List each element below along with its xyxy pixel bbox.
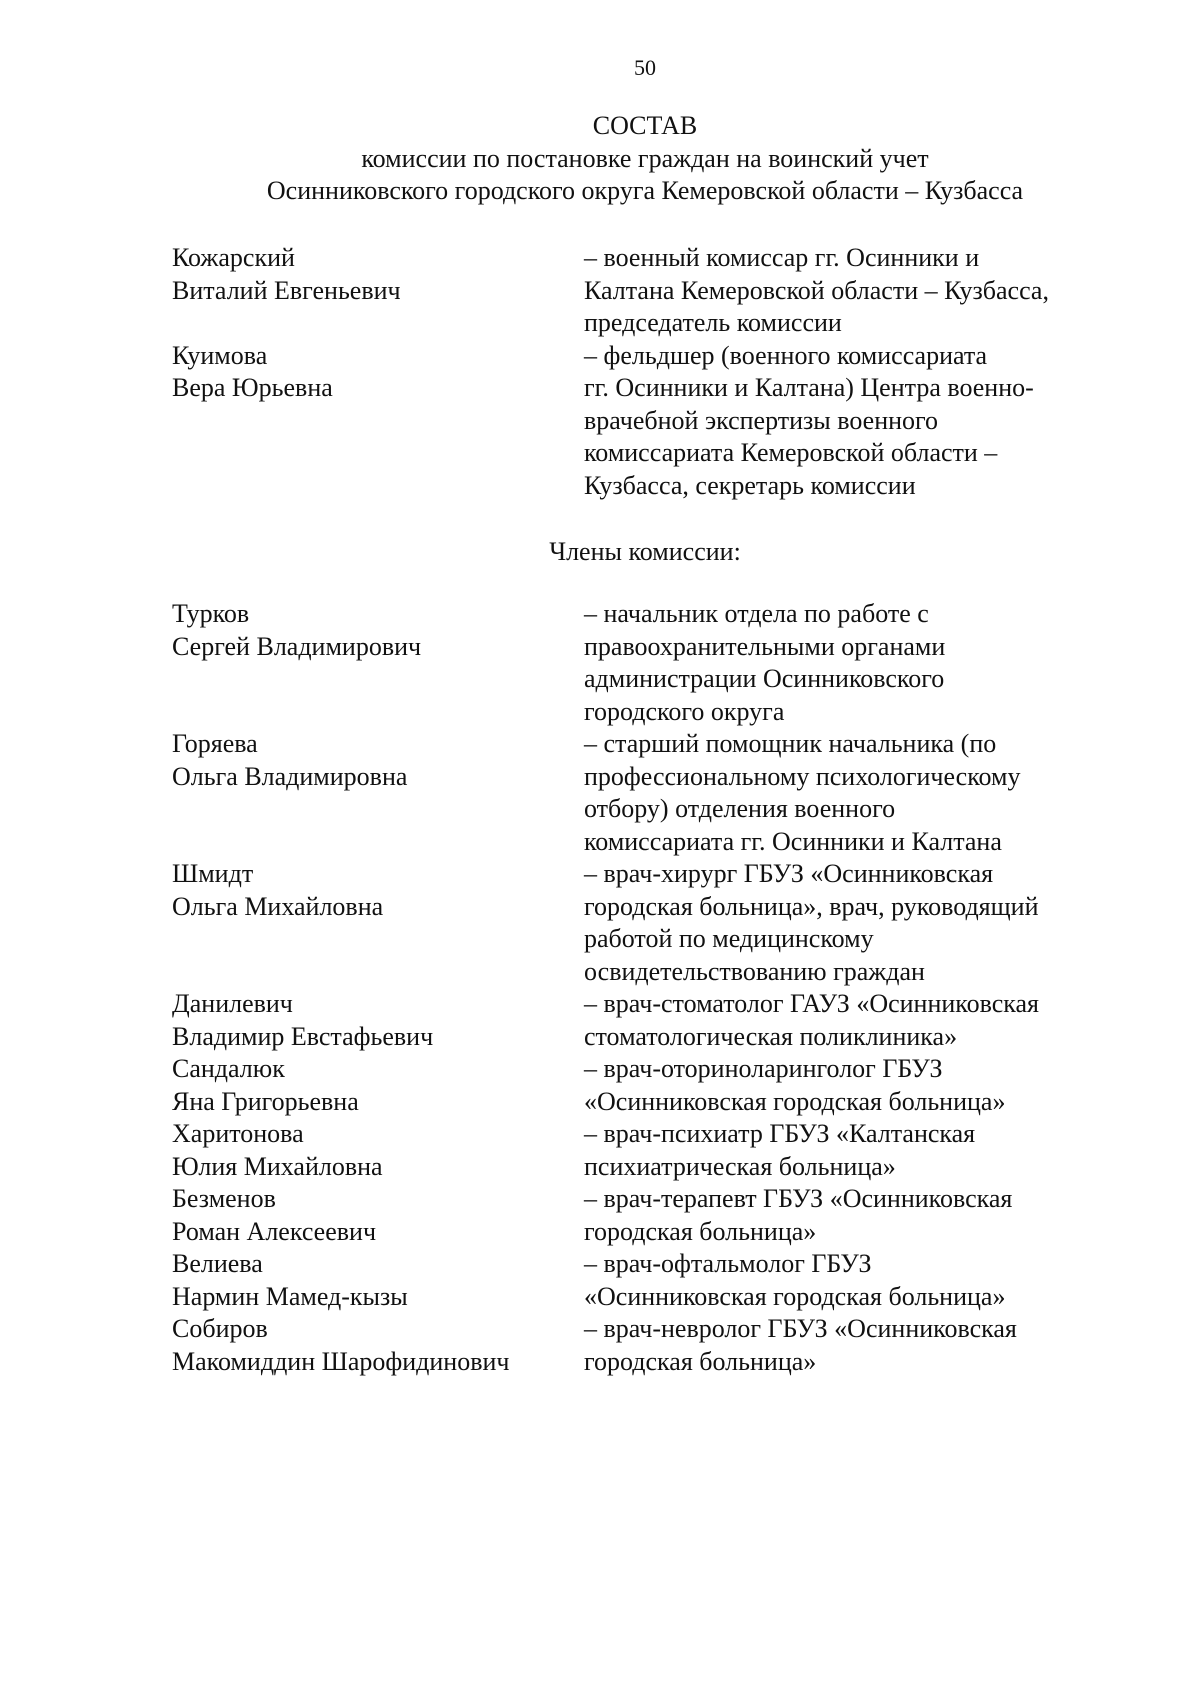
commission-entry [172,1248,1112,1313]
person-name-line: Нармин Мамед-кызы [172,1281,408,1311]
person-role-line: комиссариата гг. Осинники и Калтана [584,826,1002,856]
commission-entry [172,988,1112,1053]
commission-entry [172,598,1112,728]
document-title-block [0,110,1200,208]
person-role-line: – врач-офтальмолог ГБУЗ [584,1249,872,1278]
person-name-line: Шмидт [172,859,254,888]
commission-entry [172,1118,1112,1183]
person-role-line: – врач-психиатр ГБУЗ «Калтанская [584,1119,976,1148]
person-name [172,1053,584,1118]
person-name-line: Владимир Евстафьевич [172,1021,434,1051]
person-role-line: городского округа [584,696,785,726]
person-name [172,340,584,503]
person-role-line: городская больница» [584,1346,817,1376]
person-name-line: Роман Алексеевич [172,1216,377,1246]
person-role-line: врачебной экспертизы военного [584,405,939,435]
person-role-line: – врач-хирург ГБУЗ «Осинниковская [584,859,994,888]
person-name [172,598,584,728]
person-name-line: Данилевич [172,989,293,1018]
person-name [172,1313,584,1378]
person-name-line: Ольга Владимировна [172,761,408,791]
person-role [584,988,1112,1053]
person-name [172,1183,584,1248]
person-role-line: профессиональному психологическому [584,761,1021,791]
person-name-line: Куимова [172,340,268,370]
person-role [584,1248,1112,1313]
person-role [584,728,1112,858]
members-list [172,598,1112,1378]
person-role-line: Калтана Кемеровской области – Кузбасса, [584,275,1049,305]
person-name-line: Юлия Михайловна [172,1151,383,1181]
person-role-line: – начальник отдела по работе с [584,599,929,628]
person-name-line: Яна Григорьевна [172,1086,359,1116]
person-name-line: Велиева [172,1249,263,1278]
person-name-line: Турков [172,599,250,628]
members-heading: Члены комиссии: [549,537,741,566]
person-name-line: Сандалюк [172,1054,285,1083]
person-name-line: Собиров [172,1314,268,1343]
person-role-line: психиатрическая больница» [584,1151,896,1181]
person-role [584,858,1112,988]
person-role-line: правоохранительными органами [584,631,946,661]
person-role-line: – врач-стоматолог ГАУЗ «Осинниковская [584,989,1039,1018]
person-role-line: Кузбасса, секретарь комиссии [584,470,916,500]
person-name-line: Ольга Михайловна [172,891,384,921]
person-role-line: – старший помощник начальника (по [584,729,997,758]
person-role [584,1183,1112,1248]
document-subtitle-line-2: Осинниковского городского округа Кемеровской области – Кузбасса [266,176,1024,205]
person-name-line: Горяева [172,729,258,758]
person-role-line: «Осинниковская городская больница» [584,1086,1006,1116]
page-number: 50 [634,55,656,80]
person-role [584,598,1112,728]
person-role [584,1053,1112,1118]
person-role-line: работой по медицинскому [584,924,874,953]
person-role-line: – врач-терапевт ГБУЗ «Осинниковская [584,1184,1013,1213]
commission-entry [172,858,1112,988]
person-role-line: комиссариата Кемеровской области – [584,438,998,467]
person-role-line: городская больница» [584,1216,817,1246]
person-name-line: Безменов [172,1184,276,1213]
person-name [172,1118,584,1183]
person-role-line: – врач-невролог ГБУЗ «Осинниковская [584,1314,1017,1343]
person-name-line: Харитонова [172,1119,304,1148]
leadership-list [172,242,1112,502]
person-name-line: Кожарский [172,243,295,272]
person-role-line: – военный комиссар гг. Осинники и [584,243,980,272]
person-role-line: гг. Осинники и Калтана) Центра военно- [584,373,1034,402]
person-name-line: Виталий Евгеньевич [172,275,401,305]
person-name [172,242,584,340]
person-role [584,340,1112,503]
document-title: СОСТАВ [592,111,698,140]
person-name [172,988,584,1053]
document-subtitle-line-1: комиссии по постановке граждан на воинский учет [361,143,929,173]
person-name-line: Сергей Владимирович [172,631,422,661]
person-role-line: – врач-оториноларинголог ГБУЗ [584,1054,943,1083]
person-name [172,728,584,858]
person-name [172,858,584,988]
person-role-line: отбору) отделения военного [584,794,896,823]
commission-entry [172,1053,1112,1118]
commission-entry [172,1183,1112,1248]
person-name-line: Вера Юрьевна [172,373,333,402]
person-role-line: стоматологическая поликлиника» [584,1021,958,1051]
person-role [584,1118,1112,1183]
commission-entry [172,340,1112,503]
person-role-line: освидетельствованию граждан [584,956,925,986]
person-name [172,1248,584,1313]
commission-entry [172,242,1112,340]
person-role-line: председатель комиссии [584,308,842,337]
commission-entry [172,1313,1112,1378]
person-role-line: – фельдшер (военного комиссариата [584,340,988,370]
person-role-line: администрации Осинниковского [584,664,945,693]
person-name-line: Макомиддин Шарофидинович [172,1346,510,1376]
person-role-line: «Осинниковская городская больница» [584,1281,1006,1311]
person-role-line: городская больница», врач, руководящий [584,891,1039,921]
person-role [584,1313,1112,1378]
commission-entry [172,728,1112,858]
person-role [584,242,1112,340]
